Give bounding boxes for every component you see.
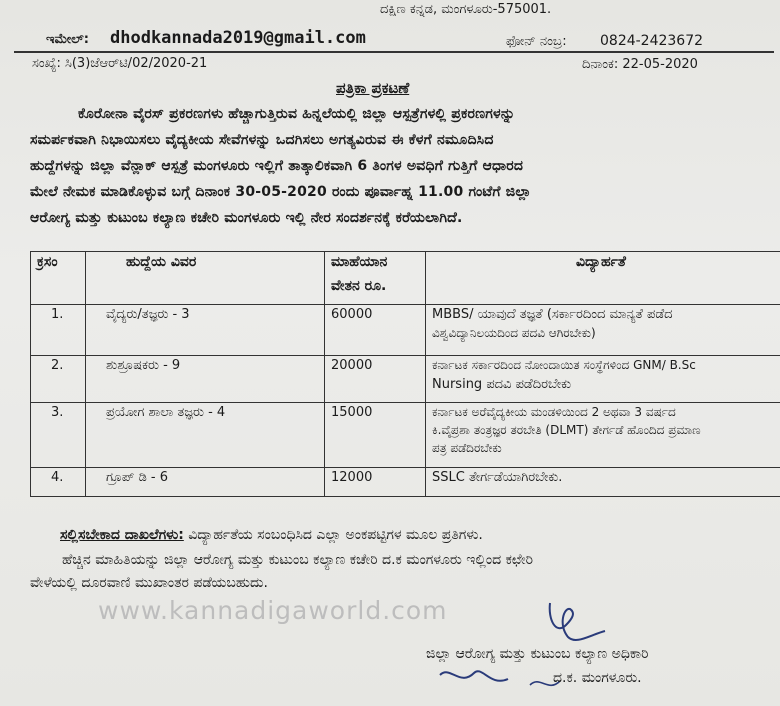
qualification-line: ವಿಶ್ವವಿದ್ಯಾನಿಲಯದಿಂದ ಪದವಿ ಆಗಿರಬೇಕು) <box>432 326 596 340</box>
row-post: ವೈದ್ಯರು/ತಜ್ಞರು - 3 <box>86 305 325 356</box>
row-salary: 15000 <box>325 403 426 468</box>
row-qualification: SSLC ತೇರ್ಗಡೆಯಾಗಿರಬೇಕು. <box>426 468 780 497</box>
row-serial: 4. <box>31 468 86 497</box>
row-serial: 1. <box>31 305 86 356</box>
reference-number: ಸಂಖ್ಯೆ: ಸಿ(3)ಜೆಆರ್‌ಟಿ/02/2020-21 <box>32 56 208 71</box>
watermark: www.kannadigaworld.com <box>98 596 448 625</box>
qualification-line: ಕಿ.ವೈಪ್ರಶಾ ತಂತ್ರಜ್ಞರ ತರಬೇತಿ (DLMT) ತೇರ್ಗಡೆ ಹೊಂದಿದ ಪ್ರಮಾಣ <box>432 423 701 437</box>
signatory-location: ದ.ಕ. ಮಂಗಳೂರು. <box>553 670 642 686</box>
more-info-line: ವೇಳೆಯಲ್ಲಿ ದೂರವಾಣಿ ಮುಖಾಂತರ ಪಡೆಯಬಹುದು. <box>30 575 268 591</box>
header-qualification: ವಿದ್ಯಾರ್ಹತೆ <box>426 252 780 305</box>
paragraph-line: ಕೊರೋನಾ ವೈರಸ್ ಪ್ರಕರಣಗಳು ಹೆಚ್ಚಾಗುತ್ತಿರುವ ಹಿನ್ನಲೆಯಲ್ಲಿ ಜಿಲ್ಲಾ ಆಸ್ಪತ್ರೆಗಳಲ್ಲಿ ಪ್ರಕರಣಗಳನ್ನು <box>78 106 516 122</box>
qualification-line: ಕರ್ನಾಟಕ ಅರೆವೈದ್ಯಕೀಯ ಮಂಡಳಿಯಿಂದ 2 ಅಥವಾ 3 ವರ್ಷದ <box>432 405 676 419</box>
qualification-line: MBBS/ ಯಾವುದೆ ತಜ್ಞತೆ (ಸರ್ಕಾರದಿಂದ ಮಾನ್ಯತೆ ಪಡೆದ <box>432 307 673 322</box>
header-salary <box>325 252 426 305</box>
paragraph-line: ಸಮರ್ಪಕವಾಗಿ ನಿಭಾಯಿಸಲು ವೈದ್ಯಕೀಯ ಸೇವೆಗಳನ್ನು ಒದಗಿಸಲು ಅಗತ್ಯವಿರುವ ಈ ಕೆಳಗೆ ನಮೂದಿಸಿದ <box>30 132 494 148</box>
row-post: ಶುಶ್ರೂಷಕರು - 9 <box>86 356 325 403</box>
phone-number: 0824-2423672 <box>600 33 704 49</box>
table-row <box>31 356 780 403</box>
office-address: ದಕ್ಷಿಣ ಕನ್ನಡ, ಮಂಗಳೂರು-575001. <box>380 2 552 17</box>
email-label: ಇಮೇಲ್: <box>46 32 89 47</box>
row-qualification <box>426 356 780 403</box>
phone-label: ಫೋನ್ ನಂಬ್ರ: <box>506 34 567 49</box>
header-salary-line2: ವೇತನ ರೂ. <box>331 278 387 294</box>
paragraph-line: ಆರೋಗ್ಯ ಮತ್ತು ಕುಟುಂಬ ಕಲ್ಯಾಣ ಕಚೇರಿ ಮಂಗಳೂರು ಇಲ್ಲಿ ನೇರ ಸಂದರ್ಶನಕ್ಕೆ ಕರೆಯಲಾಗಿದೆ. <box>30 210 463 226</box>
documents-text: ವಿದ್ಯಾರ್ಹತೆಯ ಸಂಬಂಧಿಸಿದ ಎಲ್ಲಾ ಅಂಕಪಟ್ಟಿಗಳ ಮೂಲ ಪ್ರತಿಗಳು. <box>188 527 483 543</box>
table-header-row <box>31 252 780 305</box>
notice-paragraph <box>30 101 778 231</box>
table-row <box>31 468 780 497</box>
more-info-line: ಹೆಚ್ಚಿನ ಮಾಹಿತಿಯನ್ನು ಜಿಲ್ಲಾ ಆರೋಗ್ಯ ಮತ್ತು ಕುಟುಂಬ ಕಲ್ಯಾಣ ಕಚೇರಿ ದ.ಕ ಮಂಗಳೂರು ಇಲ್ಲಿಂದ ಕಛೇರಿ <box>62 552 534 568</box>
row-salary: 60000 <box>325 305 426 356</box>
row-qualification <box>426 403 780 468</box>
documents-label: ಸಲ್ಲಿಸಬೇಕಾದ ದಾಖಲೆಗಳು: <box>60 527 184 543</box>
header-salary-line1: ಮಾಹೆಯಾನ <box>331 254 388 270</box>
notice-date <box>582 57 698 72</box>
table-row <box>31 305 780 356</box>
documents-required <box>60 527 483 543</box>
qualification-line: Nursing ಪದವಿ ಪಡೆದಿರಬೇಕು <box>432 377 572 392</box>
signatory-designation: ಜಿಲ್ಲಾ ಆರೋಗ್ಯ ಮತ್ತು ಕುಟುಂಬ ಕಲ್ಯಾಣ ಅಧಿಕಾರಿ <box>426 646 649 662</box>
table-row <box>31 403 780 468</box>
row-salary: 20000 <box>325 356 426 403</box>
email-address: dhodkannada2019@gmail.com <box>110 28 366 48</box>
row-post: ಗ್ರೂಪ್ ಡಿ - 6 <box>86 468 325 497</box>
row-salary: 12000 <box>325 468 426 497</box>
header-serial: ಕ್ರಸಂ <box>31 252 86 305</box>
header-post: ಹುದ್ದೆಯ ವಿವರ <box>86 252 325 305</box>
page-title: ಪತ್ರಿಕಾ ಪ್ರಕಟಣೆ <box>336 79 410 97</box>
qualification-line: ಕರ್ನಾಟಕ ಸರ್ಕಾರದಿಂದ ನೋಂದಾಯಿತ ಸಂಸ್ಥೆಗಳಿಂದ GNM/ B.Sc <box>432 358 696 372</box>
paragraph-line: ಹುದ್ದೆಗಳನ್ನು ಜಿಲ್ಲಾ ವೆನ್ಲಾಕ್ ಆಸ್ಪತ್ರೆ ಮಂಗಳೂರು ಇಲ್ಲಿಗೆ ತಾತ್ಕಾಲಿಕವಾಗಿ 6 ತಿಂಗಳ ಅವಧಿಗೆ ಗುತ್ತಿಗೆ ಆಧಾರದ <box>30 158 524 174</box>
row-qualification <box>426 305 780 356</box>
paragraph-line: ಮೇಲೆ ನೇಮಕ ಮಾಡಿಕೊಳ್ಳುವ ಬಗ್ಗೆ ದಿನಾಂಕ 30-05-2020 ರಂದು ಪೂರ್ವಾಹ್ನ 11.00 ಗಂಟೆಗೆ ಜಿಲ್ಲಾ <box>30 184 532 200</box>
row-serial: 3. <box>31 403 86 468</box>
date-label: ದಿನಾಂಕ: <box>582 57 619 72</box>
row-serial: 2. <box>31 356 86 403</box>
date-value: 22-05-2020 <box>622 57 698 72</box>
header-divider <box>14 51 774 53</box>
posts-table <box>30 251 780 497</box>
qualification-line: ಪತ್ರ ಪಡೆದಿರಬೇಕು <box>432 441 502 455</box>
row-post: ಪ್ರಯೋಗ ಶಾಲಾ ತಜ್ಞರು - 4 <box>86 403 325 468</box>
